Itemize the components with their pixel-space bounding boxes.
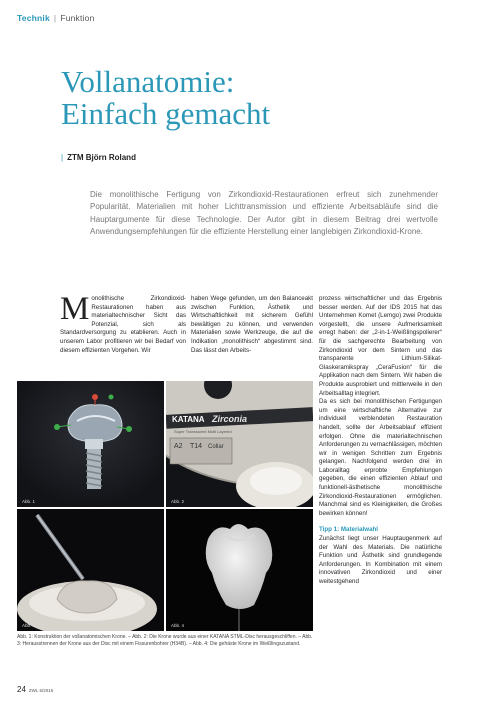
figure-1-label: Abb. 1 xyxy=(22,499,36,504)
col2-text: haben Wege gefunden, um den Balanceakt zwischen Funktion, Ästhetik und Wirtschaftlichkeit mit sicherem Gefühl bewältigen zu können, und verwenden Materialien sowie Werkzeuge, die auf die Indikation „monolithisch“ abgestimmt sind. Das lässt den Arbeits- xyxy=(191,295,313,354)
author-name: ZTM Björn Roland xyxy=(67,153,136,162)
figure-4-label: Abb. 4 xyxy=(171,623,185,628)
subsection-label: Funktion xyxy=(60,13,95,23)
figure-1-cad-construction xyxy=(17,381,164,507)
title-line-2: Einfach gemacht xyxy=(61,96,271,131)
body-column-1 xyxy=(60,291,186,355)
lead-paragraph: Die monolithische Fertigung von Zirkondioxid-Restaurationen erfreut sich zunehmender Popularität. Materialien mit hoher Lichttransmission und effiziente Arbeitsabläufe sind die Hauptargumente für diese Technologie. Der Autor gibt in diesem Beitrag drei wertvolle Anwendungsempfehlungen für die effiziente Herstellung einer langlebigen Zirkondioxid-Krone. xyxy=(90,190,438,236)
figure-3-separation xyxy=(17,509,164,631)
figure-4-milled-crown xyxy=(166,509,313,631)
col3-paragraph-1: prozess wirtschaftlicher und das Ergebnis besser werden. Auf der IDS 2015 hat das Unternehmen Komet (Lemgo) zwei Produkte vorgestellt, die unsere Aufmerksamkeit erregt haben: der „2-in-1-Weißlingspolierer“ für die sachgerechte Bearbeitung von Zirkondioxid vor dem Sintern und das transparente Lithium-Silikat-Glaskeramikspray „CeraFusion“ für die Applikation nach dem Sintern. Wir haben die Produkte ausprobiert und mittlerweile in den Arbeitsalltag integriert. xyxy=(319,295,442,397)
cad-crown-implant-image xyxy=(17,381,164,507)
figure-2-label: Abb. 2 xyxy=(171,499,185,504)
body-column-2 xyxy=(191,295,313,355)
disc-collar-text: Collar xyxy=(208,444,224,450)
page-footer xyxy=(17,685,53,694)
disc-thickness-text: T14 xyxy=(190,443,203,450)
body-column-3 xyxy=(319,295,442,587)
figure-3-label: Abb. 3 xyxy=(22,623,36,628)
zirconia-disc-image xyxy=(166,381,313,507)
divider: | xyxy=(53,13,57,23)
figure-caption: Abb. 1: Konstruktion der vollanatomischen Krone. – Abb. 2: Die Krone wurde aus einer KATANA STML-Disc herausgeschliffen. – Abb. 3: Herausstrennen der Krone aus der Disc mit einem Fissurenbohrer (H34B). – Abb. 4: Die gefräste Krone im Weißlingszustand. xyxy=(17,634,313,647)
bur-separation-image xyxy=(17,509,164,631)
byline-marker: | xyxy=(61,153,64,162)
figure-2-katana-disc xyxy=(166,381,313,507)
disc-shade-text: A2 xyxy=(174,443,183,450)
disc-model-text: Zirconia xyxy=(212,414,248,424)
col3-paragraph-2: Da es sich bei monolithischen Fertigungen um eine wirtschaftliche Alternative zur individuell verblendeten Restauration handelt, sollte der Arbeitsablauf effizient erfolgen. Ohne die materialtechnischen Anforderungen zu vernachlässigen, möchten wir in wenigen Schritten zum Ergebnis gelangen. Nachfolgend werden drei im Laboralltag erprobte Empfehlungen gegeben, die einen effizienten Ablauf und funktionell-ästhetische monolithische Zirkondioxid-Restaurationen ermöglichen. Manchmal sind es Kleinigkeiten, die Großes bewirken können! xyxy=(319,398,442,517)
subheading-tipp-1: Tipp 1: Materialwahl xyxy=(319,526,379,534)
title-line-1: Vollanatomie: xyxy=(61,64,235,99)
section-header xyxy=(17,13,95,23)
drop-cap: M xyxy=(60,291,90,327)
disc-line-text: Super Translucent Multi Layered xyxy=(174,429,232,434)
section-label: Technik xyxy=(17,13,50,23)
page-number: 24 xyxy=(17,685,26,694)
white-crown-image xyxy=(166,509,313,631)
disc-brand-text: KATANA xyxy=(172,415,205,424)
col3-paragraph-3: Zunächst liegt unser Hauptaugenmerk auf der Wahl des Materials. Die natürliche Funktion und Ästhetik sind grundlegende Anforderungen. In Kombination mit einem innovativen Zirkondioxid und einer weitestgehend xyxy=(319,535,442,585)
article-title xyxy=(61,66,441,130)
author-byline xyxy=(61,153,136,162)
magazine-issue: ZWL 6/2015 xyxy=(28,688,54,693)
col1-text: onolithische Zirkondioxid-Restaurationen haben aus materialtechnischer Sicht das Potenzial, sich als Standardversorgung zu etablieren. Auch in unserem Labor profitieren wir bei Bedarf von diesem effizienten Vorgehen. Wir xyxy=(60,295,186,354)
